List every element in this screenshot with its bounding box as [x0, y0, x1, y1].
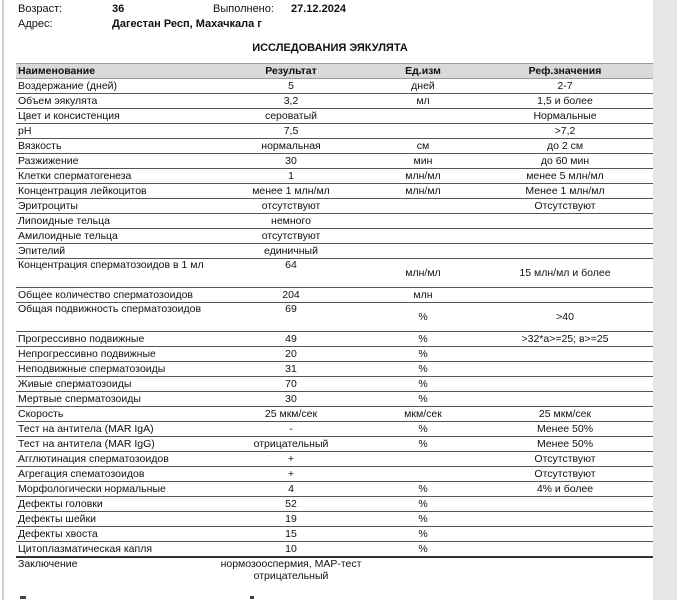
report-title: ИССЛЕДОВАНИЯ ЭЯКУЛЯТА: [252, 42, 408, 54]
address-value: Дагестан Респ, Махачкала г: [112, 18, 262, 30]
row-result: 52: [213, 497, 369, 512]
table-row: [16, 244, 653, 259]
row-unit: дней: [369, 79, 477, 94]
row-name: Тест на антитела (MAR IgG): [16, 437, 213, 452]
row-ref: Отсутствуют: [477, 199, 653, 214]
row-unit: [369, 452, 477, 467]
row-name: Агглютинация сперматозоидов: [16, 452, 213, 467]
row-name: pH: [16, 124, 213, 139]
row-ref: Отсутствуют: [477, 467, 653, 482]
age-label: Возраст:: [18, 3, 63, 15]
row-ref: Менее 50%: [477, 422, 653, 437]
row-name: Дефекты шейки: [16, 512, 213, 527]
table-row: [16, 79, 653, 94]
row-ref: до 2 см: [477, 139, 653, 154]
row-result: 19: [213, 512, 369, 527]
row-unit: мл: [369, 94, 477, 109]
table-row: [16, 154, 653, 169]
row-unit: млн/мл: [369, 184, 477, 199]
table-row: [16, 259, 653, 288]
row-result: 64: [213, 259, 369, 288]
row-name: Неподвижные сперматозоиды: [16, 362, 213, 377]
row-ref: >32*а>=25; в>=25: [477, 332, 653, 347]
row-result: 49: [213, 332, 369, 347]
age-value: 36: [112, 3, 125, 15]
table-row: [16, 452, 653, 467]
row-ref: 1,5 и более: [477, 94, 653, 109]
row-name: Морфологически нормальные: [16, 482, 213, 497]
row-result: 69: [213, 303, 369, 332]
table-row: [16, 497, 653, 512]
column-header-ref: Реф.значения: [477, 64, 653, 79]
row-name: Цитоплазматическая капля: [16, 542, 213, 558]
address-label: Адрес:: [18, 18, 53, 30]
row-unit: %: [369, 437, 477, 452]
table-row: [16, 184, 653, 199]
row-unit: %: [369, 303, 477, 332]
row-result: 204: [213, 288, 369, 303]
row-ref: 4% и более: [477, 482, 653, 497]
row-unit: [369, 124, 477, 139]
row-unit: %: [369, 527, 477, 542]
row-name: Клетки сперматогенеза: [16, 169, 213, 184]
row-ref: Менее 1 млн/мл: [477, 184, 653, 199]
row-ref: до 60 мин: [477, 154, 653, 169]
row-name: Цвет и консистенция: [16, 109, 213, 124]
row-unit: %: [369, 377, 477, 392]
row-result: 3,2: [213, 94, 369, 109]
row-ref: [477, 244, 653, 259]
row-ref: Менее 50%: [477, 437, 653, 452]
row-unit: млн/мл: [369, 169, 477, 184]
table-row: [16, 437, 653, 452]
row-ref: менее 5 млн/мл: [477, 169, 653, 184]
column-header-result: Результат: [213, 64, 369, 79]
done-date: 27.12.2024: [291, 3, 347, 15]
row-unit: мкм/сек: [369, 407, 477, 422]
row-result: +: [213, 467, 369, 482]
row-ref: 2-7: [477, 79, 653, 94]
row-unit: млн: [369, 288, 477, 303]
row-name: Эпителий: [16, 244, 213, 259]
table-row: [16, 332, 653, 347]
table-row: [16, 512, 653, 527]
column-header-name: Наименование: [16, 64, 213, 79]
row-result: менее 1 млн/мл: [213, 184, 369, 199]
table-header-row: [16, 64, 653, 79]
row-result: единичный: [213, 244, 369, 259]
row-name: Дефекты хвоста: [16, 527, 213, 542]
table-row: [16, 347, 653, 362]
conclusion-empty-unit: [369, 557, 477, 586]
row-result: 25 мкм/сек: [213, 407, 369, 422]
row-name: Агрегация спематозоидов: [16, 467, 213, 482]
row-unit: %: [369, 362, 477, 377]
row-result: нормальная: [213, 139, 369, 154]
row-result: 30: [213, 392, 369, 407]
row-result: отрицательный: [213, 437, 369, 452]
row-unit: %: [369, 497, 477, 512]
row-ref: [477, 527, 653, 542]
table-row: [16, 109, 653, 124]
row-name: Амилоидные тельца: [16, 229, 213, 244]
row-result: 20: [213, 347, 369, 362]
cut-off-text-fragment: [20, 592, 320, 600]
row-unit: %: [369, 482, 477, 497]
row-result: +: [213, 452, 369, 467]
row-unit: млн/мл: [369, 259, 477, 288]
row-ref: [477, 347, 653, 362]
conclusion-value: нормозооспермия, МАР-тест отрицательный: [220, 558, 362, 582]
row-result: 15: [213, 527, 369, 542]
conclusion-row: [16, 557, 653, 586]
table-row: [16, 392, 653, 407]
row-name: Концентрация лейкоцитов: [16, 184, 213, 199]
row-unit: мин: [369, 154, 477, 169]
row-result: сероватый: [213, 109, 369, 124]
done-label: Выполнено:: [213, 3, 274, 15]
table-row: [16, 482, 653, 497]
row-unit: [369, 244, 477, 259]
row-ref: [477, 288, 653, 303]
row-unit: [369, 229, 477, 244]
row-unit: %: [369, 422, 477, 437]
table-row: [16, 288, 653, 303]
row-unit: %: [369, 347, 477, 362]
conclusion-label: Заключение: [18, 558, 78, 570]
row-result: -: [213, 422, 369, 437]
row-ref: [477, 377, 653, 392]
row-ref: [477, 392, 653, 407]
row-name: Липоидные тельца: [16, 214, 213, 229]
row-ref: [477, 214, 653, 229]
row-unit: [369, 214, 477, 229]
row-name: Воздержание (дней): [16, 79, 213, 94]
table-row: [16, 527, 653, 542]
row-ref: >40: [477, 303, 653, 332]
row-name: Общая подвижность сперматозоидов: [16, 303, 213, 332]
row-name: Концентрация сперматозоидов в 1 мл: [16, 259, 213, 288]
table-row: [16, 229, 653, 244]
row-name: Эритроциты: [16, 199, 213, 214]
conclusion-empty-ref: [477, 557, 653, 586]
row-unit: %: [369, 332, 477, 347]
row-name: Мертвые сперматозоиды: [16, 392, 213, 407]
row-ref: >7,2: [477, 124, 653, 139]
row-name: Прогрессивно подвижные: [16, 332, 213, 347]
row-name: Объем эякулята: [16, 94, 213, 109]
row-result: 5: [213, 79, 369, 94]
results-table: [16, 63, 653, 586]
column-header-unit: Ед.изм: [369, 64, 477, 79]
table-row: [16, 124, 653, 139]
row-name: Дефекты головки: [16, 497, 213, 512]
row-name: Разжижение: [16, 154, 213, 169]
row-result: отсутствуют: [213, 199, 369, 214]
row-unit: [369, 199, 477, 214]
table-row: [16, 362, 653, 377]
table-row: [16, 467, 653, 482]
row-unit: [369, 109, 477, 124]
row-ref: 25 мкм/сек: [477, 407, 653, 422]
row-ref: 15 млн/мл и более: [477, 259, 653, 288]
table-row: [16, 407, 653, 422]
row-result: 7,5: [213, 124, 369, 139]
row-result: немного: [213, 214, 369, 229]
row-ref: Нормальные: [477, 109, 653, 124]
row-result: 70: [213, 377, 369, 392]
row-name: Вязкость: [16, 139, 213, 154]
row-ref: [477, 542, 653, 558]
row-result: 10: [213, 542, 369, 558]
table-row: [16, 542, 653, 558]
table-row: [16, 377, 653, 392]
row-unit: %: [369, 542, 477, 558]
table-row: [16, 94, 653, 109]
row-result: 1: [213, 169, 369, 184]
page-right-edge: [653, 0, 677, 600]
row-result: 30: [213, 154, 369, 169]
row-name: Живые сперматозоиды: [16, 377, 213, 392]
table-row: [16, 303, 653, 332]
table-row: [16, 214, 653, 229]
row-unit: [369, 467, 477, 482]
row-result: отсутствуют: [213, 229, 369, 244]
row-name: Тест на антитела (MAR IgA): [16, 422, 213, 437]
row-ref: [477, 229, 653, 244]
row-result: 4: [213, 482, 369, 497]
row-unit: %: [369, 512, 477, 527]
row-ref: [477, 512, 653, 527]
row-name: Общее количество сперматозоидов: [16, 288, 213, 303]
page-left-edge: [2, 0, 4, 600]
table-row: [16, 199, 653, 214]
table-row: [16, 422, 653, 437]
row-ref: [477, 497, 653, 512]
row-ref: [477, 362, 653, 377]
table-row: [16, 169, 653, 184]
row-ref: Отсутствуют: [477, 452, 653, 467]
table-row: [16, 139, 653, 154]
row-name: Скорость: [16, 407, 213, 422]
row-name: Непрогрессивно подвижные: [16, 347, 213, 362]
row-unit: см: [369, 139, 477, 154]
row-unit: %: [369, 392, 477, 407]
row-result: 31: [213, 362, 369, 377]
